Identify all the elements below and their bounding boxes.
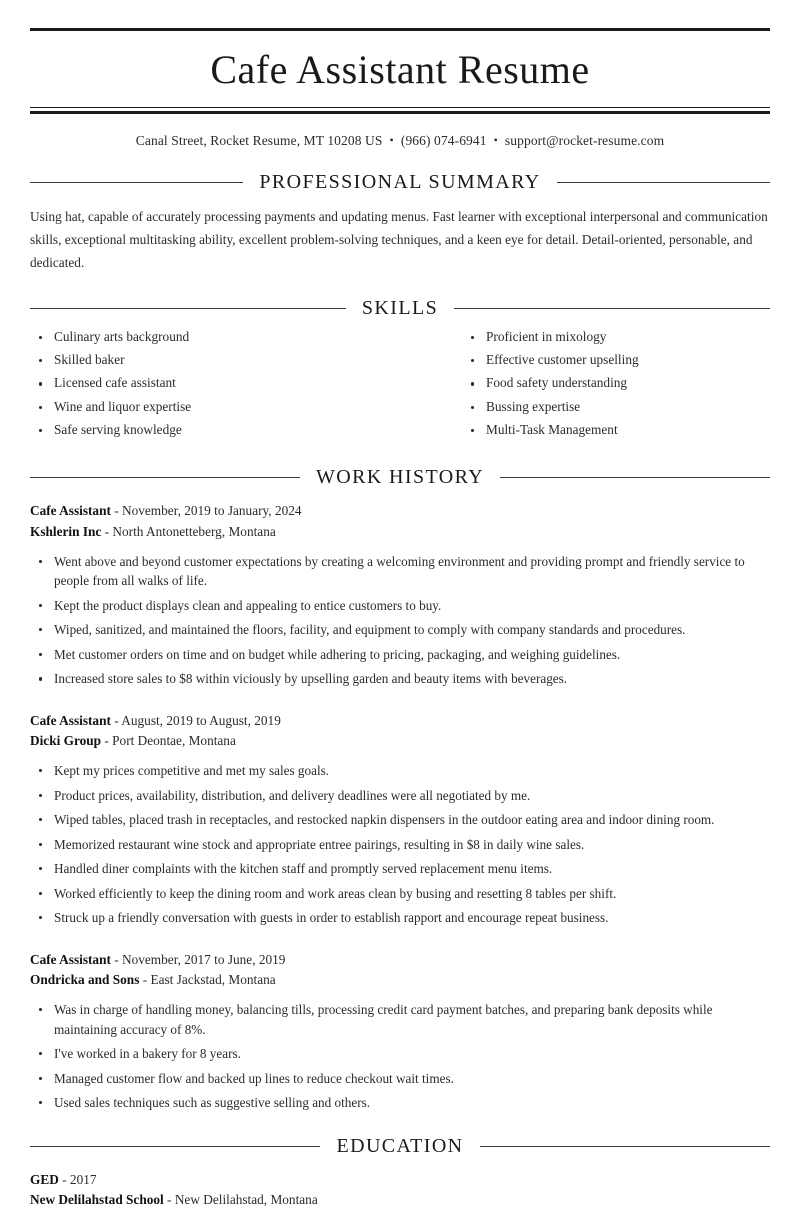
list-item: I've worked in a bakery for 8 years. bbox=[30, 1044, 770, 1064]
header-rule-thin bbox=[30, 107, 770, 108]
job-location: East Jackstad, Montana bbox=[150, 972, 276, 988]
job-title-line bbox=[30, 501, 770, 522]
list-item: Managed customer flow and backed up lines to reduce checkout wait times. bbox=[30, 1069, 770, 1089]
skills-columns bbox=[30, 320, 770, 445]
list-item: Wine and liquor expertise bbox=[30, 398, 400, 417]
list-item: Worked efficiently to keep the dining room and work areas clean by busing and resetting 8 tables per shift. bbox=[30, 884, 770, 904]
job-location: Port Deontae, Montana bbox=[112, 733, 236, 749]
job-bullets bbox=[30, 752, 770, 928]
list-item: Effective customer upselling bbox=[462, 351, 770, 370]
education-entry bbox=[30, 1158, 770, 1211]
education-year: 2017 bbox=[69, 1171, 97, 1187]
professional-summary-text: Using hat, capable of accurately processing payments and updating menus. Fast learner with exceptional interpersonal and communication skills, exceptional multitasking ability, excellent problem-solving techniques, and a keen eye for detail. Detail-oriented, personable, and dedicated. bbox=[30, 209, 768, 270]
skills-list-right bbox=[462, 328, 770, 440]
education-degree: GED bbox=[30, 1171, 59, 1187]
page-title: Cafe Assistant Resume bbox=[210, 47, 590, 92]
list-item: Struck up a friendly conversation with guests in order to establish rapport and encourage repeat business. bbox=[30, 908, 770, 928]
heading-rule-right bbox=[557, 182, 770, 183]
section-heading-skills bbox=[30, 297, 770, 320]
list-item: Wiped, sanitized, and maintained the floors, facility, and equipment to comply with company standards and procedures. bbox=[30, 620, 770, 640]
list-item: Safe serving knowledge bbox=[30, 421, 400, 440]
skills-column-right bbox=[400, 328, 770, 445]
work-history-entry bbox=[30, 933, 770, 1113]
list-item: Proficient in mixology bbox=[462, 328, 770, 347]
section-heading-work-history bbox=[30, 466, 770, 489]
list-item: Increased store sales to $8 within viciously by upselling garden and beauty items with beverages. bbox=[30, 669, 770, 689]
contact-separator-1: • bbox=[389, 133, 394, 147]
section-heading-professional-summary bbox=[30, 171, 770, 194]
list-item: Multi-Task Management bbox=[462, 421, 770, 440]
section-title: EDUCATION bbox=[336, 1134, 464, 1157]
list-item: Product prices, availability, distribution, and delivery deadlines were all negotiated by me. bbox=[30, 786, 770, 806]
job-company-line bbox=[30, 970, 770, 991]
job-title-line bbox=[30, 711, 770, 732]
education-school-line bbox=[30, 1190, 770, 1211]
heading-rule-left bbox=[30, 308, 346, 309]
list-item: Bussing expertise bbox=[462, 398, 770, 417]
list-item: Used sales techniques such as suggestive selling and others. bbox=[30, 1093, 770, 1113]
job-separator: - bbox=[142, 972, 148, 988]
job-title-line bbox=[30, 950, 770, 971]
list-item: Handled diner complaints with the kitchen staff and promptly served replacement menu items. bbox=[30, 859, 770, 879]
heading-rule-right bbox=[480, 1146, 770, 1147]
list-item: Was in charge of handling money, balancing tills, processing credit card payment batches, and preparing bank deposits while maintaining accuracy of 8%. bbox=[30, 1000, 770, 1039]
heading-rule-right bbox=[500, 477, 770, 478]
job-title: Cafe Assistant bbox=[30, 951, 111, 967]
job-company-line bbox=[30, 522, 770, 543]
job-separator: - bbox=[104, 524, 110, 540]
list-item: Culinary arts background bbox=[30, 328, 400, 347]
work-history-entry bbox=[30, 489, 770, 688]
job-dates: August, 2019 to August, 2019 bbox=[121, 712, 281, 728]
contact-address: Canal Street, Rocket Resume, MT 10208 US bbox=[135, 133, 383, 148]
section-title: PROFESSIONAL SUMMARY bbox=[259, 171, 541, 193]
list-item: Memorized restaurant wine stock and appropriate entree pairings, resulting in $8 in daily wine sales. bbox=[30, 835, 770, 855]
job-dates: November, 2017 to June, 2019 bbox=[122, 951, 286, 967]
list-item: Met customer orders on time and on budget while adhering to pricing, packaging, and weighing guidelines. bbox=[30, 645, 770, 665]
job-company-line bbox=[30, 731, 770, 752]
education-location: New Delilahstad, Montana bbox=[174, 1192, 318, 1208]
contact-separator-2: • bbox=[493, 133, 498, 147]
list-item: Kept my prices competitive and met my sales goals. bbox=[30, 761, 770, 781]
job-bullets bbox=[30, 543, 770, 689]
contact-email: support@rocket-resume.com bbox=[504, 133, 665, 148]
section-title: SKILLS bbox=[361, 296, 439, 319]
list-item: Skilled baker bbox=[30, 351, 400, 370]
education-separator: - bbox=[167, 1192, 172, 1208]
heading-rule-left bbox=[30, 477, 300, 478]
list-item: Licensed cafe assistant bbox=[30, 374, 400, 393]
heading-rule-left bbox=[30, 182, 243, 183]
job-title: Cafe Assistant bbox=[30, 712, 111, 728]
job-company: Dicki Group bbox=[30, 733, 102, 749]
header-bottom-double-rule bbox=[30, 107, 770, 114]
job-location: North Antonetteberg, Montana bbox=[112, 524, 276, 540]
section-heading-education bbox=[30, 1135, 770, 1158]
list-item: Went above and beyond customer expectations by creating a welcoming environment and providing prompt and friendly service to people from all walks of life. bbox=[30, 552, 770, 591]
list-item: Wiped tables, placed trash in receptacles, and restocked napkin dispensers in the outdoor eating area and indoor dining room. bbox=[30, 810, 770, 830]
job-separator: - bbox=[104, 733, 109, 749]
education-school: New Delilahstad School bbox=[30, 1192, 164, 1208]
education-degree-line bbox=[30, 1170, 770, 1191]
job-separator: - bbox=[114, 951, 119, 967]
resume-page bbox=[0, 28, 800, 1208]
section-title: WORK HISTORY bbox=[315, 466, 485, 489]
list-item: Food safety understanding bbox=[462, 374, 770, 393]
list-item: Kept the product displays clean and appealing to entice customers to buy. bbox=[30, 596, 770, 616]
work-history-entry bbox=[30, 694, 770, 928]
job-title: Cafe Assistant bbox=[30, 503, 111, 519]
job-bullets bbox=[30, 991, 770, 1113]
contact-line bbox=[30, 114, 770, 149]
skills-column-left bbox=[30, 328, 400, 445]
contact-phone: (966) 074-6941 bbox=[400, 133, 487, 148]
job-dates: November, 2019 to January, 2024 bbox=[122, 503, 302, 519]
education-separator: - bbox=[62, 1171, 67, 1187]
job-company: Ondricka and Sons bbox=[30, 972, 140, 988]
job-separator: - bbox=[114, 503, 119, 519]
job-company: Kshlerin Inc bbox=[30, 524, 102, 540]
job-separator: - bbox=[114, 712, 119, 728]
heading-rule-left bbox=[30, 1146, 320, 1147]
heading-rule-right bbox=[454, 308, 770, 309]
skills-list-left bbox=[30, 328, 400, 440]
